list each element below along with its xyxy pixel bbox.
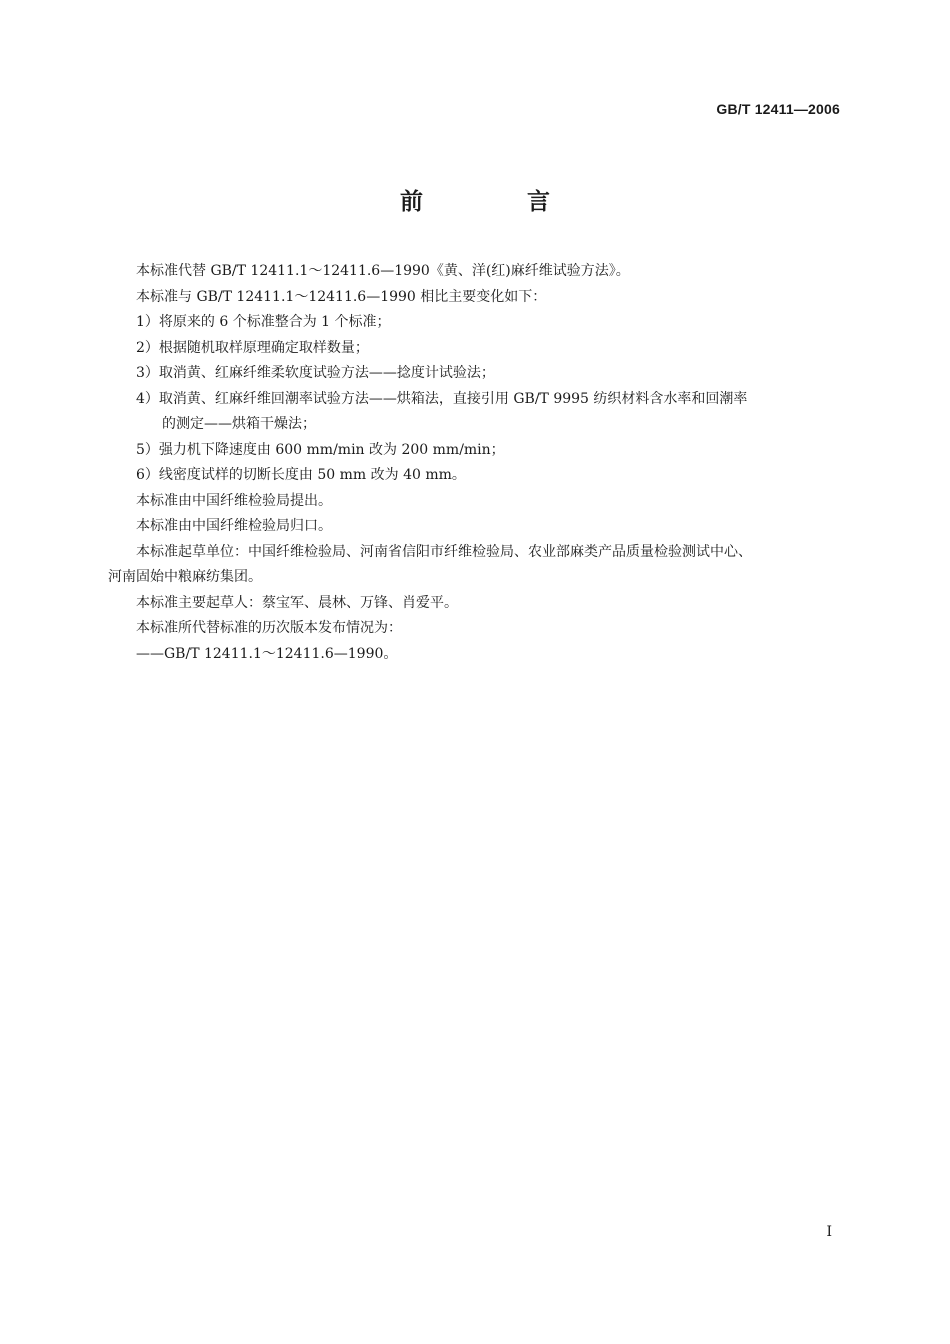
page-number: I bbox=[826, 1224, 832, 1240]
paragraph-replaces: 本标准代替 GB/T 12411.1～12411.6—1990《黄、洋(红)麻纤维试验方法》。 bbox=[136, 263, 630, 279]
list-item-4-continued: 的测定——烘箱干燥法； bbox=[162, 416, 316, 432]
paragraph-centralized-by: 本标准由中国纤维检验局归口。 bbox=[136, 518, 332, 534]
paragraph-drafters: 本标准主要起草人：蔡宝军、晨林、万锋、肖爱平。 bbox=[136, 594, 458, 611]
list-item-5: 5）强力机下降速度由 600 mm/min 改为 200 mm/min； bbox=[136, 441, 505, 458]
list-item-2: 2）根据随机取样原理确定取样数量； bbox=[136, 339, 369, 356]
list-item-4: 4）取消黄、红麻纤维回潮率试验方法——烘箱法，直接引用 GB/T 9995 纺织材料含水率和回潮率 bbox=[136, 390, 748, 407]
paragraph-proposed-by: 本标准由中国纤维检验局提出。 bbox=[136, 492, 332, 509]
paragraph-drafting-units-continued: 河南固始中粮麻纺集团。 bbox=[108, 569, 262, 585]
list-item-1: 1）将原来的 6 个标准整合为 1 个标准； bbox=[136, 314, 391, 330]
page-title: 前 言 bbox=[399, 189, 598, 215]
standard-code: GB/T 12411—2006 bbox=[716, 101, 840, 117]
list-item-3: 3）取消黄、红麻纤维柔软度试验方法——捻度计试验法； bbox=[136, 365, 495, 381]
paragraph-history-intro: 本标准所代替标准的历次版本发布情况为： bbox=[136, 620, 402, 636]
paragraph-changes-intro: 本标准与 GB/T 12411.1～12411.6—1990 相比主要变化如下： bbox=[136, 288, 547, 305]
list-item-6: 6）线密度试样的切断长度由 50 mm 改为 40 mm。 bbox=[136, 467, 466, 483]
history-item: ——GB/T 12411.1～12411.6—1990。 bbox=[136, 645, 398, 662]
paragraph-drafting-units: 本标准起草单位：中国纤维检验局、河南省信阳市纤维检验局、农业部麻类产品质量检验测试中心、 bbox=[136, 543, 752, 560]
document-body bbox=[108, 259, 844, 667]
